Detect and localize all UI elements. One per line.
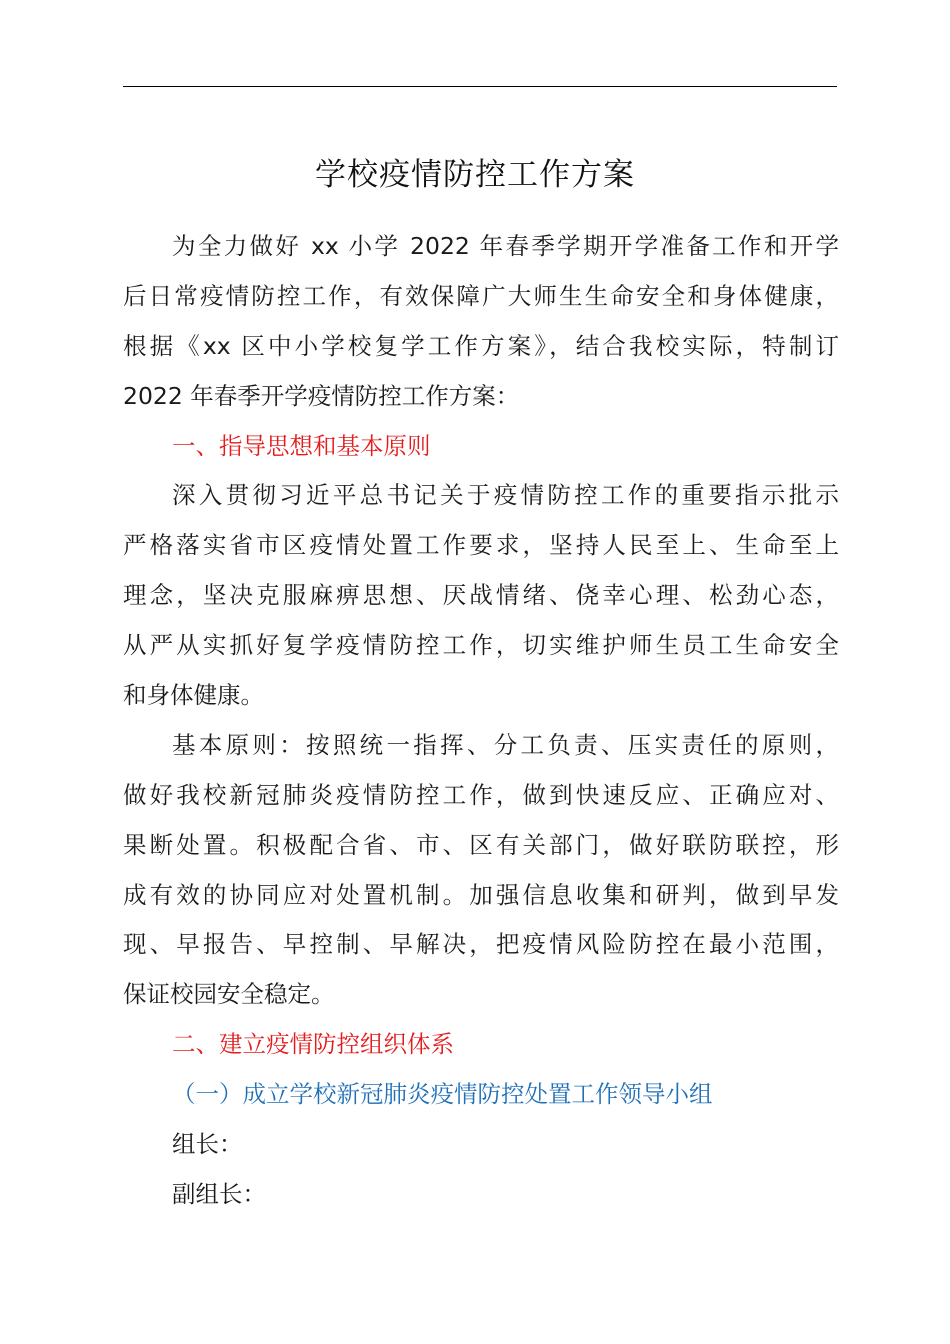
header-rule <box>123 86 837 87</box>
paragraph-line: 严格落实省市区疫情处置工作要求，坚持人民至上、生命至上 <box>123 531 839 560</box>
paragraph-line: 现、早报告、早控制、早解决，把疫情风险防控在最小范围， <box>123 930 839 959</box>
intro-line: 后日常疫情防控工作，有效保障广大师生生命安全和身体健康， <box>123 281 839 310</box>
paragraph-line: 深入贯彻习近平总书记关于疫情防控工作的重要指示批示 <box>172 481 839 510</box>
intro-line: 2022 年春季开学疫情防控工作方案： <box>123 381 520 410</box>
paragraph-line: 和身体健康。 <box>123 681 264 710</box>
paragraph-line: 从严从实抓好复学疫情防控工作，切实维护师生员工生命安全 <box>123 631 839 660</box>
document-title: 学校疫情防控工作方案 <box>315 157 635 193</box>
deputy-leader-label: 副组长： <box>172 1179 266 1208</box>
paragraph-line: 做好我校新冠肺炎疫情防控工作，做到快速反应、正确应对、 <box>123 780 839 809</box>
paragraph-line: 果断处置。积极配合省、市、区有关部门，做好联防联控，形 <box>123 830 839 859</box>
subsection-heading: （一）成立学校新冠肺炎疫情防控处置工作领导小组 <box>172 1080 713 1109</box>
paragraph-line: 保证校园安全稳定。 <box>123 980 335 1009</box>
leader-label: 组长： <box>172 1130 243 1159</box>
paragraph-line: 理念，坚决克服麻痹思想、厌战情绪、侥幸心理、松劲心态， <box>123 581 839 610</box>
intro-line: 根据《xx 区中小学校复学工作方案》，结合我校实际，特制订 <box>123 331 839 360</box>
section-heading: 一、指导思想和基本原则 <box>172 431 431 460</box>
paragraph-line: 成有效的协同应对处置机制。加强信息收集和研判，做到早发 <box>123 880 839 909</box>
document-body <box>123 222 839 1220</box>
paragraph-line: 基本原则：按照统一指挥、分工负责、压实责任的原则， <box>172 730 839 759</box>
section-heading: 二、建立疫情防控组织体系 <box>172 1030 454 1059</box>
intro-line: 为全力做好 xx 小学 2022 年春季学期开学准备工作和开学 <box>172 232 839 260</box>
